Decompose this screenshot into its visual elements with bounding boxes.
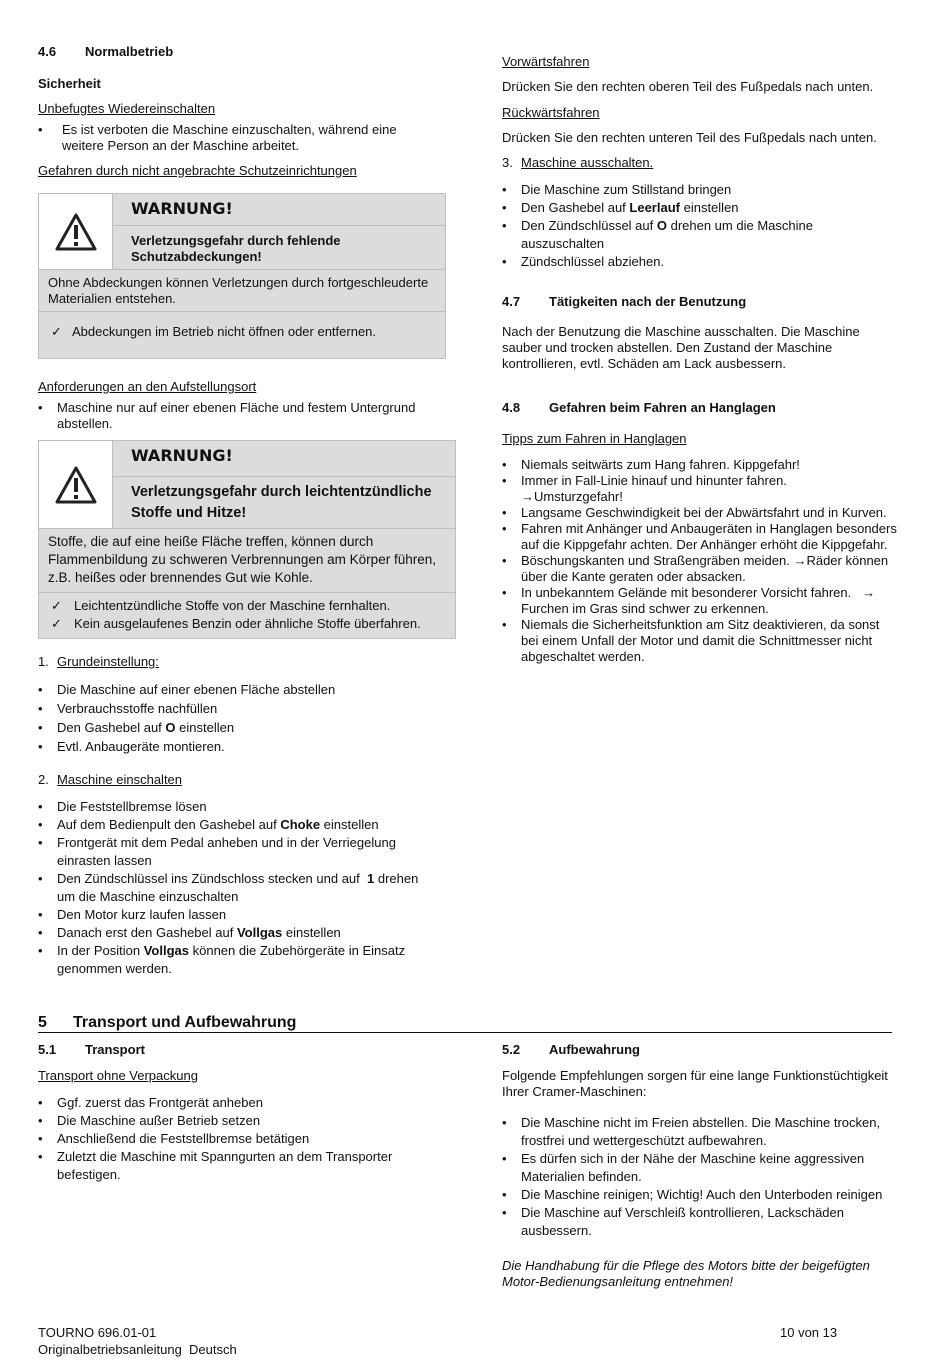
step-2-list — [38, 798, 438, 978]
step-label: Maschine einschalten — [57, 772, 183, 787]
text: Danach erst den Gashebel auf — [57, 925, 237, 940]
step-label: Grundeinstellung: — [57, 654, 159, 669]
list-item: • Anschließend die Feststellbremse betätigen — [38, 1130, 418, 1148]
warning-box-heat — [38, 440, 456, 639]
list-item: • Die Maschine außer Betrieb setzen — [38, 1112, 418, 1130]
section-number: 5.1 — [38, 1042, 57, 1057]
list-item: • Böschungskanten und Straßengräben meiden. →Räder können über die Kante geraten oder absacken. — [502, 553, 900, 585]
list-item — [502, 199, 852, 217]
section-title: Tätigkeiten nach der Benutzung — [549, 294, 747, 309]
step-3-list — [502, 181, 852, 271]
list-item: • Frontgerät mit dem Pedal anheben und in der Verriegelung einrasten lassen — [38, 834, 438, 870]
section-number: 4.6 — [38, 44, 57, 59]
step-number: 3. — [502, 155, 513, 170]
step-number: 2. — [38, 772, 49, 787]
check-item: ✓ Kein ausgelaufenes Benzin oder ähnliche Stoffe überfahren. — [48, 615, 447, 633]
text: drehen um die Maschine auszuschalten — [521, 218, 813, 251]
section-title: Aufbewahrung — [549, 1042, 640, 1057]
list-item: • Es ist verboten die Maschine einzuschalten, während eine weitere Person an der Maschine arbeitet. — [38, 122, 423, 154]
list-item: • Die Maschine auf Verschleiß kontrollieren, Lackschäden ausbessern. — [502, 1204, 900, 1240]
unauthorized-restart-heading: Unbefugtes Wiedereinschalten — [38, 101, 216, 116]
section-title: Normalbetrieb — [85, 44, 174, 59]
text: Auf dem Bedienpult den Gashebel auf — [57, 817, 281, 832]
slope-tips-heading: Tipps zum Fahren in Hanglagen — [502, 431, 687, 446]
site-requirements-heading: Anforderungen an den Aufstellungsort — [38, 379, 257, 394]
list-item: • Die Maschine zum Stillstand bringen — [502, 181, 852, 199]
list-item — [38, 870, 438, 906]
text: Den Gashebel auf — [521, 200, 630, 215]
text: einstellen — [282, 925, 341, 940]
forward-text: Drücken Sie den rechten oberen Teil des Fußpedals nach unten. — [502, 79, 874, 94]
list-item — [38, 718, 438, 737]
section-number: 5.2 — [502, 1042, 521, 1057]
section-4-7-heading — [502, 294, 902, 310]
warning-title: WARNUNG! — [131, 446, 233, 465]
chapter-5-heading — [38, 1013, 892, 1032]
warning-triangle-icon — [55, 213, 97, 251]
section-4-7-text: Nach der Benutzung die Maschine ausschalten. Die Maschine sauber und trocken abstellen. Den Zustand der Maschine kontrollieren, evtl. Schäden am Lack ausbessern. — [502, 324, 860, 371]
forward-heading: Vorwärtsfahren — [502, 54, 590, 69]
text: In der Position — [57, 943, 144, 958]
list-item: • Die Feststellbremse lösen — [38, 798, 438, 816]
step-1-list — [38, 680, 438, 756]
site-requirements-list — [38, 400, 438, 432]
text: Den Zündschlüssel ins Zündschloss stecken und auf — [57, 871, 368, 886]
warning-subtitle: Verletzungsgefahr durch leichtentzündliche Stoffe und Hitze! — [131, 484, 432, 521]
text-bold: Leerlauf — [629, 200, 680, 215]
text-bold: O — [165, 720, 176, 735]
list-item: • In unbekanntem Gelände mit besonderer Vorsicht fahren. → Furchen im Gras sind schwer zu erkennen. — [502, 585, 900, 617]
footer-doc-type: Originalbetriebsanleitung Deutsch — [38, 1342, 237, 1357]
list-item: • Den Motor kurz laufen lassen — [38, 906, 438, 924]
list-item: • Verbrauchsstoffe nachfüllen — [38, 699, 438, 718]
list-item: • Maschine nur auf einer ebenen Fläche und festem Untergrund abstellen. — [38, 400, 438, 432]
text-bold: Vollgas — [143, 943, 189, 958]
chapter-number: 5 — [38, 1014, 47, 1031]
section-4-8-heading — [502, 400, 902, 416]
list-item: • Ggf. zuerst das Frontgerät anheben — [38, 1094, 418, 1112]
step-3-heading — [502, 155, 902, 171]
storage-intro: Folgende Empfehlungen sorgen für eine lange Funktionstüchtigkeit Ihrer Cramer-Maschinen: — [502, 1068, 888, 1099]
safety-heading: Sicherheit — [38, 76, 101, 91]
backward-heading: Rückwärtsfahren — [502, 105, 600, 120]
list-item — [38, 924, 438, 942]
section-5-1-heading — [38, 1042, 458, 1058]
list-item: • Niemals die Sicherheitsfunktion am Sitz deaktivieren, da sonst bei einem Unfall der Motor und damit die Schnittmesser nicht abgeschaltet werden. — [502, 617, 900, 665]
transport-subheading: Transport ohne Verpackung — [38, 1068, 198, 1083]
warning-title: WARNUNG! — [131, 199, 233, 218]
list-item: • Die Maschine auf einer ebenen Fläche abstellen — [38, 680, 438, 699]
text: drehen um die Maschine einzuschalten — [57, 871, 419, 904]
chapter-title: Transport und Aufbewahrung — [73, 1014, 297, 1031]
warning-checklist — [48, 324, 437, 340]
step-1-heading — [38, 654, 458, 670]
warning-subtitle: Verletzungsgefahr durch fehlende Schutzabdeckungen! — [131, 233, 341, 264]
warning-body: Stoffe, die auf eine heiße Fläche treffen, können durch Flammenbildung zu schweren Verbrennungen am Körper führen, z.B. heißes oder brennendes Gut wie Kohle. — [48, 534, 436, 585]
warning-triangle-icon — [55, 466, 97, 504]
step-number: 1. — [38, 654, 49, 669]
section-number: 4.8 — [502, 400, 521, 415]
footer-page-number: 10 von 13 — [780, 1325, 838, 1340]
footer-doc-id: TOURNO 696.01-01 — [38, 1325, 157, 1340]
guards-heading: Gefahren durch nicht angebrachte Schutzeinrichtungen — [38, 163, 357, 178]
text: Den Gashebel auf — [57, 720, 166, 735]
unauthorized-restart-list — [38, 122, 423, 154]
section-5-2-heading — [502, 1042, 902, 1058]
list-item: • Zuletzt die Maschine mit Spanngurten an dem Transporter befestigen. — [38, 1148, 418, 1184]
section-number: 4.7 — [502, 294, 521, 309]
text-bold: Choke — [280, 817, 321, 832]
text: einstellen — [320, 817, 379, 832]
backward-text: Drücken Sie den rechten unteren Teil des Fußpedals nach unten. — [502, 130, 877, 145]
warning-icon-cell — [39, 441, 113, 529]
list-item: • Es dürfen sich in der Nähe der Maschine keine aggressiven Materialien befinden. — [502, 1150, 900, 1186]
check-item: ✓ Abdeckungen im Betrieb nicht öffnen oder entfernen. — [48, 324, 437, 340]
section-title: Transport — [85, 1042, 145, 1057]
section-title: Gefahren beim Fahren an Hanglagen — [549, 400, 776, 415]
storage-list — [502, 1114, 900, 1240]
warning-body: Ohne Abdeckungen können Verletzungen durch fortgeschleuderte Materialien entstehen. — [48, 275, 429, 306]
list-item — [38, 942, 438, 978]
warning-box-guards — [38, 193, 446, 359]
warning-checklist — [48, 597, 447, 633]
text: einstellen — [679, 200, 739, 215]
text: können die Zubehörgeräte in Einsatz genommen werden. — [57, 943, 406, 976]
list-item: • Fahren mit Anhänger und Anbaugeräten in Hanglagen besonders auf die Kippgefahr achten. Der Anhänger erhöht die Kippgefahr. — [502, 521, 900, 553]
engine-care-note: Die Handhabung für die Pflege des Motors bitte der beigefügten Motor-Bedienungsanleitung entnehmen! — [502, 1258, 870, 1289]
list-item — [502, 217, 852, 253]
list-item — [38, 816, 438, 834]
text: einstellen — [175, 720, 235, 735]
text-bold: O — [656, 218, 667, 233]
text-bold: 1 — [367, 871, 375, 886]
list-item: • Niemals seitwärts zum Hang fahren. Kippgefahr! — [502, 457, 900, 473]
text-bold: Vollgas — [236, 925, 283, 940]
slope-tips-list — [502, 457, 900, 665]
list-item: • Zündschlüssel abziehen. — [502, 253, 852, 271]
list-item: • Evtl. Anbaugeräte montieren. — [38, 737, 438, 756]
step-label: Maschine ausschalten. — [521, 155, 654, 170]
step-2-heading — [38, 772, 458, 788]
text: Den Zündschlüssel auf — [521, 218, 657, 233]
transport-list — [38, 1094, 418, 1184]
warning-icon-cell — [39, 194, 113, 270]
list-item: • Langsame Geschwindigkeit bei der Abwärtsfahrt und in Kurven. — [502, 505, 900, 521]
list-item: • Immer in Fall-Linie hinauf und hinunter fahren. →Umsturzgefahr! — [502, 473, 900, 505]
check-item: ✓ Leichtentzündliche Stoffe von der Maschine fernhalten. — [48, 597, 447, 615]
chapter-rule — [38, 1032, 892, 1033]
list-item: • Die Maschine reinigen; Wichtig! Auch den Unterboden reinigen — [502, 1186, 900, 1204]
list-item: • Die Maschine nicht im Freien abstellen. Die Maschine trocken, frostfrei und wettergeschützt aufbewahren. — [502, 1114, 900, 1150]
section-4-6-heading — [38, 44, 458, 60]
